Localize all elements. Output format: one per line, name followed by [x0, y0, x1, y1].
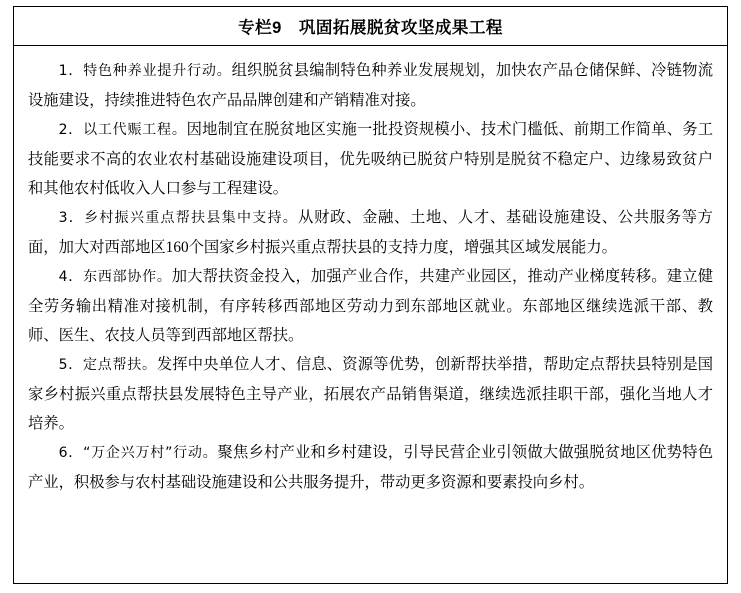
paragraph-number-2: 2．: [58, 122, 84, 138]
paragraph-text-2: 因地制宜在脱贫地区实施一批投资规模小、技术门槛低、前期工作简单、务工技能要求不高的农业农村基础设施建设项目，优先吸纳已脱贫户特别是脱贫不稳定户、边缘易致贫户和其他农村低收入人口参与工程建设。: [28, 121, 713, 197]
paragraph-lead-6: “万企兴万村”行动。: [83, 445, 218, 461]
text-box-frame: [13, 6, 728, 584]
paragraph-number-3: 3．: [58, 210, 85, 226]
box-title: 专栏9 巩固拓展脱贫攻坚成果工程: [238, 19, 503, 37]
paragraph-text-5: 发挥中央单位人才、信息、资源等优势，创新帮扶举措，帮助定点帮扶县特别是国家乡村振兴重点帮扶县发展特色主导产业，拓展农产品销售渠道，继续选派挂职干部，强化当地人才培养。: [28, 356, 713, 432]
paragraph-lead-4: 东西部协作。: [83, 269, 172, 285]
box-title-bar: [14, 7, 727, 46]
paragraph-text-6: 聚焦乡村产业和乡村建设，引导民营企业引领做大做强脱贫地区优势特色产业，积极参与农村基础设施建设和公共服务提升，带动更多资源和要素投向乡村。: [28, 444, 713, 491]
paragraph-1: [28, 56, 713, 115]
box-body: [14, 46, 727, 503]
paragraph-lead-1: 特色种养业提升行动。: [83, 63, 232, 79]
paragraph-number-6: 6．: [58, 445, 84, 461]
paragraph-6: [28, 438, 713, 497]
paragraph-5: [28, 350, 713, 438]
paragraph-4: [28, 262, 713, 350]
paragraph-3: [28, 203, 713, 262]
paragraph-2: [28, 115, 713, 203]
paragraph-lead-3: 乡村振兴重点帮扶县集中支持。: [84, 210, 299, 226]
paragraph-text-3: 从财政、金融、土地、人才、基础设施建设、公共服务等方面，加大对西部地区160个国家乡村振兴重点帮扶县的支持力度，增强其区域发展能力。: [28, 209, 713, 256]
paragraph-number-4: 4．: [58, 269, 84, 285]
paragraph-text-4: 加大帮扶资金投入，加强产业合作，共建产业园区，推动产业梯度转移。建立健全劳务输出精准对接机制，有序转移西部地区劳动力到东部地区就业。东部地区继续选派干部、教师、医生、农技人员等到西部地区帮扶。: [28, 268, 713, 344]
paragraph-text-1: 组织脱贫县编制特色种养业发展规划，加快农产品仓储保鲜、冷链物流设施建设，持续推进特色农产品品牌创建和产销精准对接。: [28, 62, 713, 109]
paragraph-number-1: 1．: [58, 63, 84, 79]
paragraph-number-5: 5．: [58, 357, 84, 373]
paragraph-lead-2: 以工代赈工程。: [83, 122, 187, 138]
paragraph-lead-5: 定点帮扶。: [83, 357, 157, 373]
